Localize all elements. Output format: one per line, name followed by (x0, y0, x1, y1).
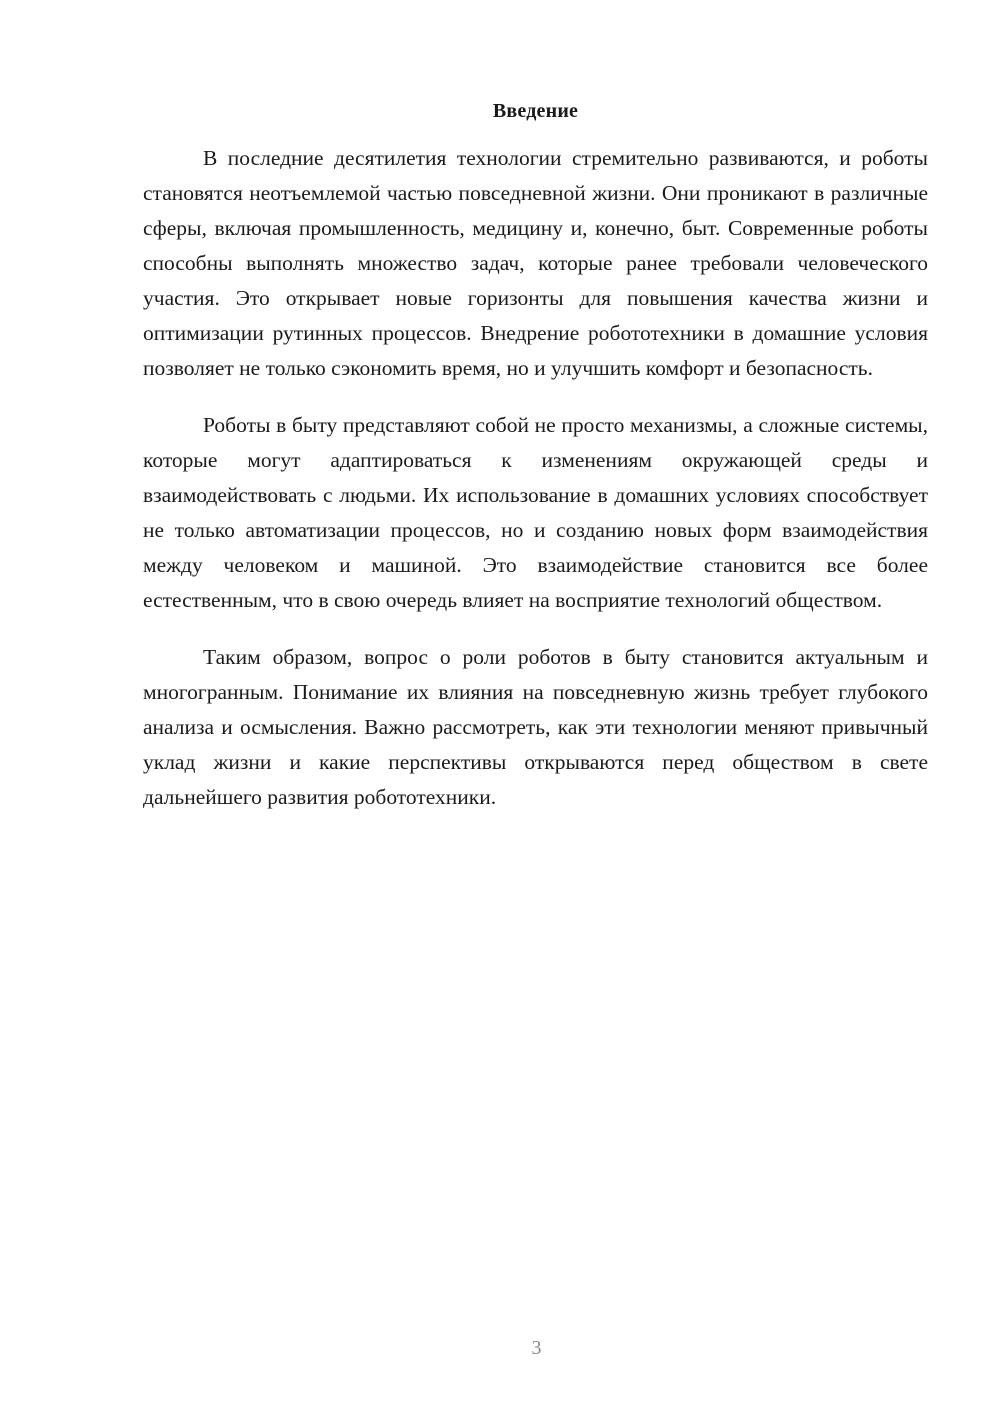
paragraph-1: В последние десятилетия технологии стремительно развиваются, и роботы становятся неотъемлемой частью повседневной жизни. Они проникают в различные сферы, включая промышленность, медицину и, конечно, быт. Современные роботы способны выполнять множество задач, которые ранее требовали человеческого участия. Это открывает новые горизонты для повышения качества жизни и оптимизации рутинных процессов. Внедрение робототехники в домашние условия позволяет не только сэкономить время, но и улучшить комфорт и безопасность. (143, 146, 928, 380)
page-number: 3 (531, 1337, 542, 1359)
section-heading: Введение (492, 100, 579, 122)
paragraph-2: Роботы в быту представляют собой не просто механизмы, а сложные системы, которые могут адаптироваться к изменениям окружающей среды и взаимодействовать с людьми. Их использование в домашних условиях способствует не только автоматизации процессов, но и созданию новых форм взаимодействия между человеком и машиной. Это взаимодействие становится все более естественным, что в свою очередь влияет на восприятие технологий обществом. (143, 413, 928, 612)
page-content (143, 95, 928, 837)
paragraph-3: Таким образом, вопрос о роли роботов в быту становится актуальным и многогранным. Понимание их влияния на повседневную жизнь требует глубокого анализа и осмысления. Важно рассмотреть, как эти технологии меняют привычный уклад жизни и какие перспективы открываются перед обществом в свете дальнейшего развития робототехники. (143, 645, 928, 809)
